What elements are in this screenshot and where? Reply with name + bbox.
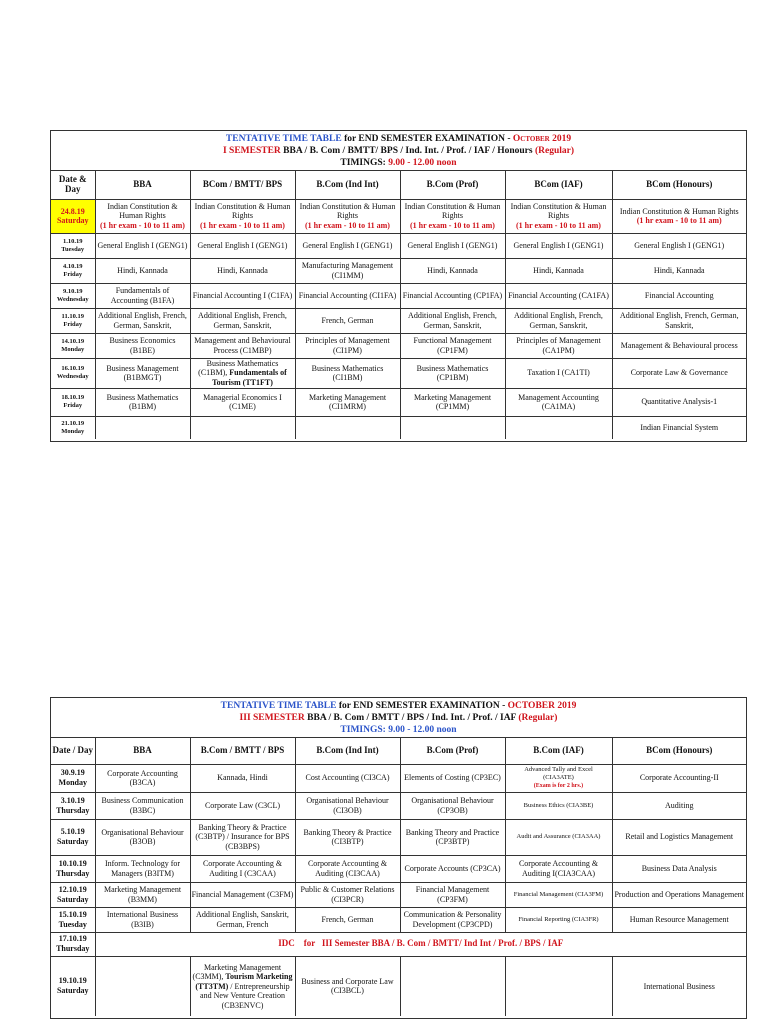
exam-cell: Marketing Management (CI1MRM) bbox=[295, 388, 400, 416]
date-cell: 10.10.19 Thursday bbox=[51, 855, 95, 882]
exam-cell: Business Communication (B3BC) bbox=[95, 792, 190, 819]
date-cell: 16.10.19 Wednesday bbox=[51, 358, 95, 388]
exam-cell: Communication & Personality Development (CP3CPD) bbox=[400, 907, 505, 932]
table2-timing-value: 9.00 - 12.00 noon bbox=[388, 725, 457, 735]
exam-cell: International Business (B3IB) bbox=[95, 907, 190, 932]
exam-cell: Corporate Accounting & Auditing I (C3CAA) bbox=[190, 855, 295, 882]
exam-cell: Hindi, Kannada bbox=[95, 258, 190, 283]
exam-cell: Hindi, Kannada bbox=[505, 258, 612, 283]
header-cell: BCom (Honours) bbox=[612, 171, 746, 199]
exam-cell: Financial Management (CP3FM) bbox=[400, 882, 505, 907]
exam-cell: Marketing Management (B3MM) bbox=[95, 882, 190, 907]
exam-cell: Financial Accounting (CP1FA) bbox=[400, 283, 505, 308]
table1-timing-value: 9.00 - 12.00 noon bbox=[388, 158, 457, 168]
exam-cell: Indian Constitution & Human Rights (1 hr exam - 10 to 11 am) bbox=[505, 199, 612, 233]
exam-cell: Human Resource Management bbox=[612, 907, 746, 932]
exam-cell: Business Data Analysis bbox=[612, 855, 746, 882]
exam-cell: Indian Financial System bbox=[612, 416, 746, 439]
exam-cell: Indian Constitution & Human Rights (1 hr exam - 10 to 11 am) bbox=[95, 199, 190, 233]
date-cell: 21.10.19 Monday bbox=[51, 416, 95, 439]
exam-cell: Financial Management (CIA3FM) bbox=[505, 882, 612, 907]
header-cell: B.Com (Ind Int) bbox=[295, 171, 400, 199]
exam-cell: Audit and Assurance (CIA3AA) bbox=[505, 819, 612, 855]
exam-cell: Hindi, Kannada bbox=[400, 258, 505, 283]
exam-cell bbox=[190, 416, 295, 439]
header-cell: B.Com (Ind Int) bbox=[295, 738, 400, 764]
exam-cell: Marketing Management (C3MM), Tourism Marketing (TT3TM) / Entrepreneurship and New Venture Creation (CB3ENVC) bbox=[190, 956, 295, 1016]
header-cell: B.Com / BMTT / BPS bbox=[190, 738, 295, 764]
exam-cell: General English I (GENG1) bbox=[612, 233, 746, 258]
exam-cell: Marketing Management (CP1MM) bbox=[400, 388, 505, 416]
table1-timing-label: TIMINGS: bbox=[340, 158, 386, 168]
header-cell: B.Com (IAF) bbox=[505, 738, 612, 764]
date-cell: 9.10.19 Wednesday bbox=[51, 283, 95, 308]
exam-cell: Financial Management (C3FM) bbox=[190, 882, 295, 907]
table1-title-c: October 2019 bbox=[512, 134, 572, 144]
header-cell: Date & Day bbox=[51, 171, 95, 199]
date-cell: 17.10.19 Thursday bbox=[51, 932, 95, 956]
date-cell: 3.10.19 Thursday bbox=[51, 792, 95, 819]
exam-cell: Corporate Accounting-II bbox=[612, 764, 746, 792]
table-row bbox=[51, 388, 746, 416]
exam-cell: Additional English, Sanskrit, German, French bbox=[190, 907, 295, 932]
header-cell: B.Com (Prof) bbox=[400, 738, 505, 764]
exam-cell: Kannada, Hindi bbox=[190, 764, 295, 792]
exam-cell: International Business bbox=[612, 956, 746, 1016]
table-row bbox=[51, 283, 746, 308]
header-cell: BBA bbox=[95, 171, 190, 199]
table-row-idc bbox=[51, 932, 746, 956]
table2-title-b: for END SEMESTER EXAMINATION - bbox=[338, 701, 508, 711]
exam-cell: Managerial Economics I (C1ME) bbox=[190, 388, 295, 416]
exam-cell: Indian Constitution & Human Rights (1 hr exam - 10 to 11 am) bbox=[400, 199, 505, 233]
date-cell: 18.10.19 Friday bbox=[51, 388, 95, 416]
exam-cell: Cost Accounting (CI3CA) bbox=[295, 764, 400, 792]
exam-cell: Taxation I (CA1TI) bbox=[505, 358, 612, 388]
exam-cell: Corporate Law (C3CL) bbox=[190, 792, 295, 819]
table1-regular: (Regular) bbox=[534, 146, 575, 156]
date-cell-highlighted bbox=[51, 199, 95, 233]
exam-cell: Financial Accounting I (C1FA) bbox=[190, 283, 295, 308]
exam-cell: Advanced Tally and Excel (CIA3ATE) (Exam is for 2 hrs.) bbox=[505, 764, 612, 792]
exam-cell: Inform. Technology for Managers (B3ITM) bbox=[95, 855, 190, 882]
exam-cell: Business Economics (B1BE) bbox=[95, 333, 190, 358]
table1-header bbox=[51, 131, 746, 171]
exam-cell: Business Mathematics (B1BM) bbox=[95, 388, 190, 416]
exam-cell: Functional Management (CP1FM) bbox=[400, 333, 505, 358]
table-row bbox=[51, 308, 746, 333]
date-cell: 30.9.19 Monday bbox=[51, 764, 95, 792]
exam-cell: General English I (GENG1) bbox=[190, 233, 295, 258]
header-cell: B.Com (Prof) bbox=[400, 171, 505, 199]
exam-cell: General English I (GENG1) bbox=[505, 233, 612, 258]
timetable-iii-semester bbox=[50, 697, 747, 1019]
exam-cell: Financial Reporting (CIA3FR) bbox=[505, 907, 612, 932]
exam-cell bbox=[95, 416, 190, 439]
exam-cell: Additional English, French, German, Sanskrit, bbox=[400, 308, 505, 333]
exam-cell bbox=[400, 416, 505, 439]
exam-cell: Management and Behavioural Process (C1MBP) bbox=[190, 333, 295, 358]
exam-cell: Indian Constitution & Human Rights (1 hr exam - 10 to 11 am) bbox=[295, 199, 400, 233]
table1-header-row bbox=[51, 171, 746, 199]
exam-cell: Production and Operations Management bbox=[612, 882, 746, 907]
header-cell: BBA bbox=[95, 738, 190, 764]
header-cell: Date / Day bbox=[51, 738, 95, 764]
exam-cell: Indian Constitution & Human Rights (1 hr exam - 10 to 11 am) bbox=[612, 199, 746, 233]
table2-regular: (Regular) bbox=[518, 713, 558, 723]
exam-cell: Management & Behavioural process bbox=[612, 333, 746, 358]
exam-cell: Manufacturing Management (CI1MM) bbox=[295, 258, 400, 283]
exam-cell: General English I (GENG1) bbox=[400, 233, 505, 258]
date-cell: 14.10.19 Monday bbox=[51, 333, 95, 358]
exam-cell: Business and Corporate Law (CI3BCL) bbox=[295, 956, 400, 1016]
exam-cell bbox=[505, 956, 612, 1016]
exam-cell: Management Accounting (CA1MA) bbox=[505, 388, 612, 416]
exam-cell: Business Management (B1BMGT) bbox=[95, 358, 190, 388]
timetable-i-semester bbox=[50, 130, 747, 442]
exam-cell: Hindi, Kannada bbox=[612, 258, 746, 283]
exam-cell: Business Mathematics (CI1BM) bbox=[295, 358, 400, 388]
exam-cell: Business Mathematics (C1BM), Fundamentals of Tourism (TT1FT) bbox=[190, 358, 295, 388]
exam-cell: Organisational Behaviour (B3OB) bbox=[95, 819, 190, 855]
exam-cell: Corporate Accounts (CP3CA) bbox=[400, 855, 505, 882]
table2-programs: BBA / B. Com / BMTT / BPS / Ind. Int. / Prof. / IAF bbox=[307, 713, 517, 723]
table1-semester: I SEMESTER bbox=[222, 146, 281, 156]
exam-cell bbox=[400, 956, 505, 1016]
table-row bbox=[51, 258, 746, 283]
exam-cell: Auditing bbox=[612, 792, 746, 819]
table2-title-a: TENTATIVE TIME TABLE bbox=[220, 701, 337, 711]
table2-semester: III SEMESTER bbox=[239, 713, 305, 723]
table-row bbox=[51, 199, 746, 233]
exam-cell: Additional English, French, German, Sanskrit, bbox=[505, 308, 612, 333]
table2-timing-label: TIMINGS: bbox=[340, 725, 386, 735]
exam-cell: Financial Accounting (CA1FA) bbox=[505, 283, 612, 308]
table-row bbox=[51, 233, 746, 258]
exam-cell: Organisational Behaviour (CP3OB) bbox=[400, 792, 505, 819]
header-cell: BCom (IAF) bbox=[505, 171, 612, 199]
exam-cell: Financial Accounting bbox=[612, 283, 746, 308]
header-cell: BCom (Honours) bbox=[612, 738, 746, 764]
date-cell: 11.10.19 Friday bbox=[51, 308, 95, 333]
date-cell: 12.10.19 Saturday bbox=[51, 882, 95, 907]
table2-title-c: OCTOBER 2019 bbox=[507, 701, 577, 711]
table-row bbox=[51, 792, 746, 819]
exam-cell: Financial Accounting (CI1FA) bbox=[295, 283, 400, 308]
exam-cell bbox=[505, 416, 612, 439]
table1-title-a: TENTATIVE TIME TABLE bbox=[225, 134, 342, 144]
exam-cell: Public & Customer Relations (CI3PCR) bbox=[295, 882, 400, 907]
table-row bbox=[51, 416, 746, 439]
date-cell: 15.10.19 Tuesday bbox=[51, 907, 95, 932]
date-cell: 4.10.19 Friday bbox=[51, 258, 95, 283]
table1-title-b: for END SEMESTER EXAMINATION - bbox=[344, 134, 513, 144]
exam-cell: Hindi, Kannada bbox=[190, 258, 295, 283]
header-cell: BCom / BMTT/ BPS bbox=[190, 171, 295, 199]
exam-cell: Elements of Costing (CP3EC) bbox=[400, 764, 505, 792]
date: 24.8.19 bbox=[60, 206, 85, 216]
exam-cell: Retail and Logistics Management bbox=[612, 819, 746, 855]
date-cell: 5.10.19 Saturday bbox=[51, 819, 95, 855]
exam-cell: Business Ethics (CIA3BE) bbox=[505, 792, 612, 819]
exam-cell: Corporate Law & Governance bbox=[612, 358, 746, 388]
table-row bbox=[51, 358, 746, 388]
exam-cell: French, German bbox=[295, 308, 400, 333]
exam-cell: Additional English, French, German, Sanskrit, bbox=[190, 308, 295, 333]
exam-cell: Corporate Accounting (B3CA) bbox=[95, 764, 190, 792]
exam-cell: Organisational Behaviour (CI3OB) bbox=[295, 792, 400, 819]
exam-cell: Principles of Management (CA1PM) bbox=[505, 333, 612, 358]
exam-cell bbox=[95, 956, 190, 1016]
table-row bbox=[51, 882, 746, 907]
table1-grid bbox=[51, 171, 746, 439]
exam-cell: Quantitative Analysis-1 bbox=[612, 388, 746, 416]
date-cell: 19.10.19 Saturday bbox=[51, 956, 95, 1016]
date-cell: 1.10.19 Tuesday bbox=[51, 233, 95, 258]
exam-cell: Additional English, French, German, Sanskrit, bbox=[612, 308, 746, 333]
exam-cell: Principles of Management (CI1PM) bbox=[295, 333, 400, 358]
table-row bbox=[51, 956, 746, 1016]
exam-cell: General English I (GENG1) bbox=[95, 233, 190, 258]
exam-cell: General English I (GENG1) bbox=[295, 233, 400, 258]
exam-cell: Banking Theory & Practice (C3BTP) / Insurance for BPS (CB3BPS) bbox=[190, 819, 295, 855]
exam-cell: Corporate Accounting & Auditing I(CIA3CAA) bbox=[505, 855, 612, 882]
table-row bbox=[51, 333, 746, 358]
exam-cell: Indian Constitution & Human Rights (1 hr exam - 10 to 11 am) bbox=[190, 199, 295, 233]
exam-cell: French, German bbox=[295, 907, 400, 932]
table2-grid bbox=[51, 738, 746, 1016]
exam-cell: Banking Theory and Practice (CP3BTP) bbox=[400, 819, 505, 855]
table-row bbox=[51, 855, 746, 882]
table2-header-row bbox=[51, 738, 746, 764]
table-row bbox=[51, 907, 746, 932]
exam-cell: Corporate Accounting & Auditing (CI3CAA) bbox=[295, 855, 400, 882]
exam-cell: Fundamentals of Accounting (B1FA) bbox=[95, 283, 190, 308]
table-row bbox=[51, 819, 746, 855]
table2-header bbox=[51, 698, 746, 738]
day: Saturday bbox=[56, 216, 89, 225]
exam-cell bbox=[295, 416, 400, 439]
table1-programs: BBA / B. Com / BMTT/ BPS / Ind. Int. / Prof. / IAF / Honours bbox=[283, 146, 533, 156]
exam-cell: Additional English, French, German, Sanskrit, bbox=[95, 308, 190, 333]
table-row bbox=[51, 764, 746, 792]
exam-cell: Business Mathematics (CP1BM) bbox=[400, 358, 505, 388]
exam-cell: Banking Theory & Practice (CI3BTP) bbox=[295, 819, 400, 855]
idc-banner: IDC for III Semester BBA / B. Com / BMTT/ Ind Int / Prof. / BPS / IAF bbox=[95, 932, 746, 956]
